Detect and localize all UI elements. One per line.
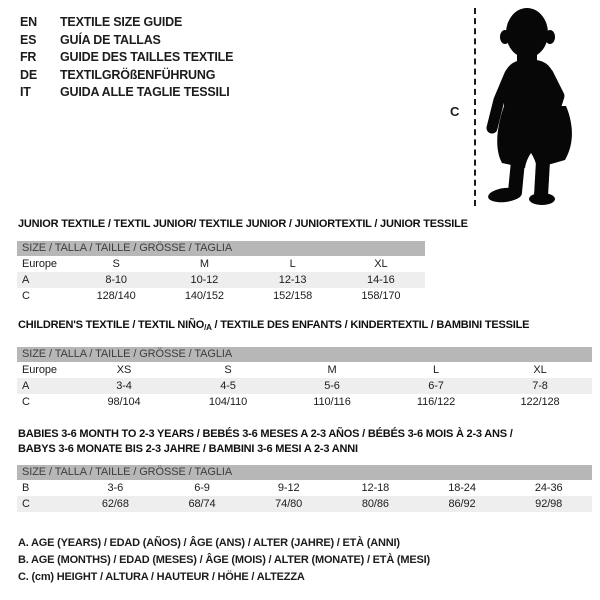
table-row-europe <box>17 362 592 378</box>
language-row-en <box>20 14 233 32</box>
months-cell: 3-6 <box>107 482 124 494</box>
months-cell: 18-24 <box>448 482 476 494</box>
height-figure <box>440 0 600 215</box>
language-code: DE <box>20 67 37 82</box>
children-table-title <box>18 319 529 332</box>
height-cell: 116/122 <box>416 396 456 408</box>
note-age-years: A. AGE (YEARS) / EDAD (AÑOS) / ÂGE (ANS) / ALTER (JAHRE) / ETÀ (ANNI) <box>18 537 400 549</box>
language-label: GUÍA DE TALLAS <box>60 32 161 47</box>
height-cell: 104/110 <box>208 396 248 408</box>
table-row-age <box>17 272 425 288</box>
age-cell: 3-4 <box>116 380 132 392</box>
size-cell: S <box>112 258 120 270</box>
age-cell: 4-5 <box>220 380 236 392</box>
row-label: A <box>22 380 30 392</box>
table-row-months <box>17 480 592 496</box>
row-label: C <box>22 498 30 510</box>
language-list <box>20 14 233 102</box>
language-label: GUIDA ALLE TAGLIE TESSILI <box>60 85 230 99</box>
size-cell: M <box>199 258 209 270</box>
size-header-bar: SIZE / TALLA / TAILLE / GRÖSSE / TAGLIA <box>17 347 592 362</box>
children-size-table <box>17 347 592 410</box>
months-cell: 24-36 <box>534 482 563 494</box>
row-label: Europe <box>22 258 57 270</box>
language-row-it <box>20 84 233 102</box>
age-cell: 12-13 <box>278 274 307 286</box>
row-label: A <box>22 274 30 286</box>
language-code: FR <box>20 50 37 64</box>
junior-size-table <box>17 241 425 304</box>
row-label: C <box>22 290 30 302</box>
title-line-2: BABYS 3-6 MONATE BIS 2-3 JAHRE / BAMBINI 3-6 MESI A 2-3 ANNI <box>18 443 358 455</box>
language-row-de <box>20 67 233 85</box>
table-row-age <box>17 378 592 394</box>
title-line-1: BABIES 3-6 MONTH TO 2-3 YEARS / BEBÉS 3-6 MESES A 2-3 AÑOS / BÉBÉS 3-6 MOIS À 2-3 ANS / <box>18 428 513 440</box>
size-header-bar: SIZE / TALLA / TAILLE / GRÖSSE / TAGLIA <box>17 465 592 480</box>
row-label: B <box>22 482 30 494</box>
height-cell: 122/128 <box>520 396 560 408</box>
language-row-es <box>20 32 233 50</box>
size-header-bar: SIZE / TALLA / TAILLE / GRÖSSE / TAGLIA <box>17 241 425 256</box>
title-subscript: /A <box>204 323 212 332</box>
note-height-cm: C. (cm) HEIGHT / ALTURA / HAUTEUR / HÖHE / ALTEZZA <box>18 571 305 583</box>
language-code: IT <box>20 85 31 99</box>
language-code: ES <box>20 32 37 47</box>
size-cell: M <box>327 364 337 376</box>
table-row-europe <box>17 256 425 272</box>
age-cell: 5-6 <box>324 380 340 392</box>
age-cell: 10-12 <box>190 274 219 286</box>
legend-notes <box>18 535 430 586</box>
table-row-height <box>17 288 425 304</box>
row-label: Europe <box>22 364 57 376</box>
size-cell: XL <box>374 258 388 270</box>
height-cell: 128/140 <box>96 290 136 302</box>
height-cell: 158/170 <box>361 290 401 302</box>
age-cell: 6-7 <box>428 380 444 392</box>
table-row-height <box>17 496 592 512</box>
height-cell: 74/80 <box>275 498 303 510</box>
babies-size-table <box>17 465 592 512</box>
height-cell: 80/86 <box>361 498 389 510</box>
height-cell: 98/104 <box>107 396 141 408</box>
size-cell: L <box>289 258 296 270</box>
size-cell: L <box>432 364 440 376</box>
months-cell: 12-18 <box>361 482 390 494</box>
size-cell: S <box>224 364 232 376</box>
height-cell: 68/74 <box>188 498 216 510</box>
size-cell: XL <box>533 364 547 376</box>
height-cell: 92/98 <box>535 498 563 510</box>
babies-table-title <box>18 427 513 457</box>
age-cell: 14-16 <box>367 274 395 286</box>
title-text: CHILDREN'S TEXTILE / TEXTIL NIÑO <box>18 319 205 331</box>
months-cell: 9-12 <box>277 482 300 494</box>
row-label: C <box>22 396 30 408</box>
size-cell: XS <box>116 364 132 376</box>
age-cell: 7-8 <box>532 380 548 392</box>
junior-table-title: JUNIOR TEXTILE / TEXTIL JUNIOR/ TEXTILE JUNIOR / JUNIORTEXTIL / JUNIOR TESSILE <box>18 218 468 230</box>
baby-silhouette-icon <box>482 6 592 208</box>
height-cell: 110/116 <box>313 396 351 408</box>
height-cell: 62/68 <box>101 498 129 510</box>
height-measure-dashed-line <box>474 8 476 206</box>
title-text: / TEXTILE DES ENFANTS / KINDERTEXTIL / BAMBINI TESSILE <box>211 319 530 331</box>
table-row-height <box>17 394 592 410</box>
height-cell: 86/92 <box>448 498 476 510</box>
height-cell: 140/152 <box>184 290 224 302</box>
months-cell: 6-9 <box>194 482 210 494</box>
language-label: GUIDE DES TAILLES TEXTILE <box>60 50 234 64</box>
language-label: TEXTILE SIZE GUIDE <box>60 15 183 29</box>
height-cell: 152/158 <box>273 290 313 302</box>
language-row-fr <box>20 49 233 67</box>
language-label: TEXTILGRÖßENFÜHRUNG <box>60 67 216 82</box>
height-measure-label: C <box>450 104 460 119</box>
age-cell: 8-10 <box>105 274 127 286</box>
note-age-months: B. AGE (MONTHS) / EDAD (MESES) / ÂGE (MOIS) / ALTER (MONATE) / ETÀ (MESI) <box>18 554 430 566</box>
language-code: EN <box>20 15 37 29</box>
